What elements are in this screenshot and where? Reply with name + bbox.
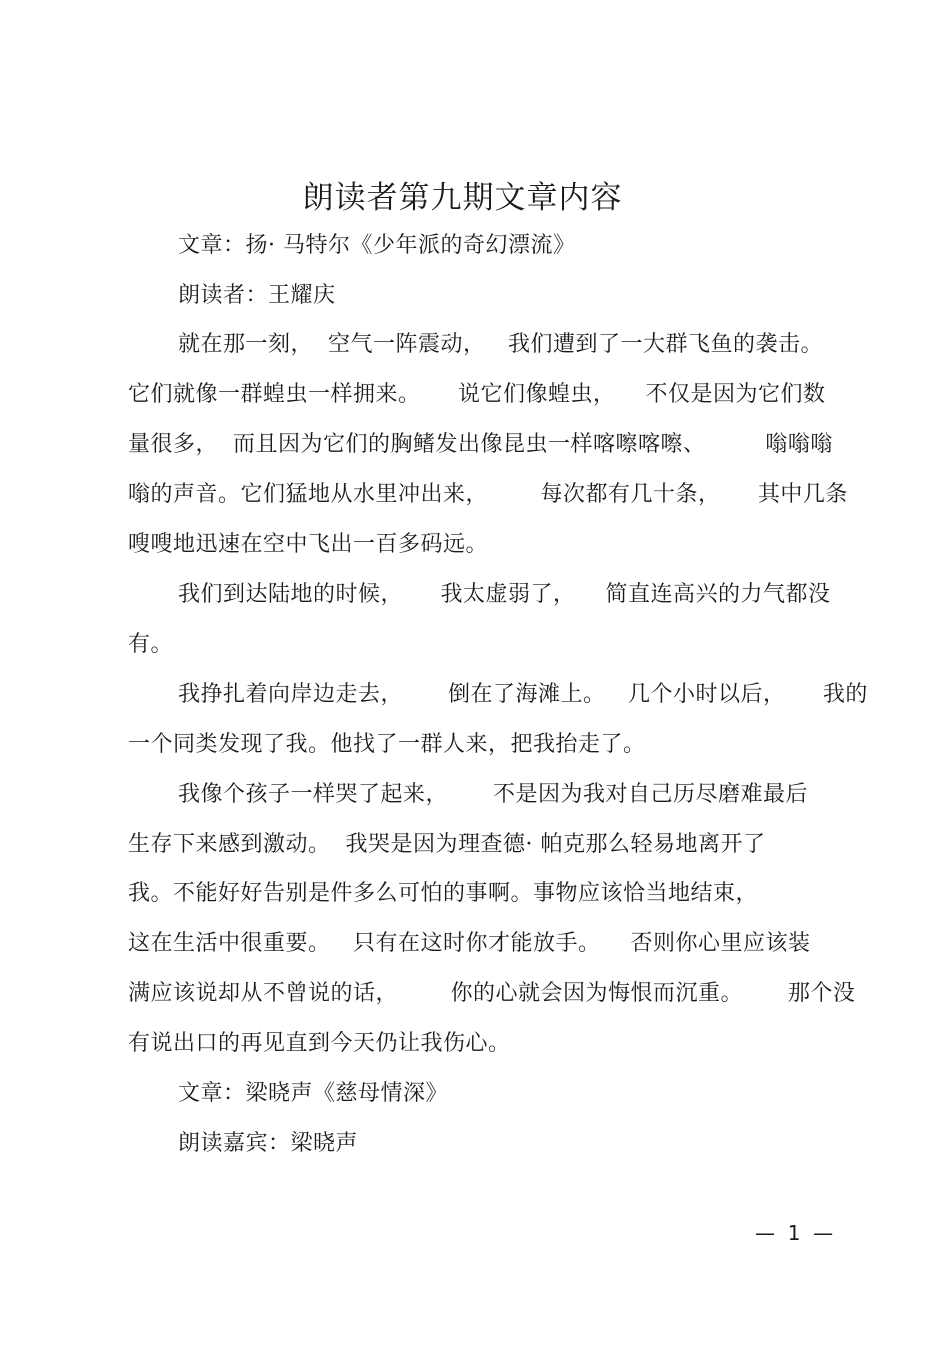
paragraph-line: 这在生活中很重要。 只有在这时你才能放手。 否则你心里应该装	[128, 931, 811, 956]
paragraph-line: 它们就像一群蝗虫一样拥来。 说它们像蝗虫， 不仅是因为它们数	[128, 382, 826, 407]
paragraph-line: 有说出口的再见直到今天仍让我伤心。	[128, 1031, 511, 1056]
paragraph-line: 量很多， 而且因为它们的胸鳍发出像昆虫一样喀嚓喀嚓、 嗡嗡嗡	[128, 432, 833, 457]
paragraph-line: 我们到达陆地的时候， 我太虚弱了， 简直连高兴的力气都没	[178, 582, 831, 607]
document-title: 朗读者第九期文章内容	[302, 180, 623, 216]
paragraph-line: 嗡的声音。它们猛地从水里冲出来， 每次都有几十条， 其中几条	[128, 482, 848, 507]
paragraph-line: 一个同类发现了我。他找了一群人来，把我抬走了。	[128, 732, 646, 757]
paragraph-line: 嗖嗖地迅速在空中飞出一百多码远。	[128, 532, 489, 557]
paragraph-line: 生存下来感到激动。 我哭是因为理查德· 帕克那么轻易地离开了	[128, 832, 766, 857]
page-number: — 1 —	[755, 1221, 834, 1245]
paragraph-line: 我像个孩子一样哭了起来， 不是因为我对自己历尽磨难最后	[178, 782, 808, 807]
paragraph-line: 我。不能好好告别是件多么可怕的事啊。事物应该恰当地结束，	[128, 881, 759, 906]
guest-reader-line: 朗读嘉宾：梁晓声	[178, 1131, 359, 1156]
paragraph-line: 我挣扎着向岸边走去， 倒在了海滩上。 几个小时以后， 我的	[178, 682, 868, 707]
reader-line: 朗读者：王耀庆	[178, 283, 336, 308]
paragraph-line: 满应该说却从不曾说的话， 你的心就会因为悔恨而沉重。 那个没	[128, 981, 856, 1006]
article-source-line: 文章：梁晓声《慈母情深》	[178, 1081, 449, 1106]
paragraph-line: 有。	[128, 632, 174, 657]
article-source-line: 文章：扬· 马特尔《少年派的奇幻漂流》	[178, 233, 576, 258]
paragraph-line: 就在那一刻， 空气一阵震动， 我们遭到了一大群飞鱼的袭击。	[178, 332, 823, 357]
